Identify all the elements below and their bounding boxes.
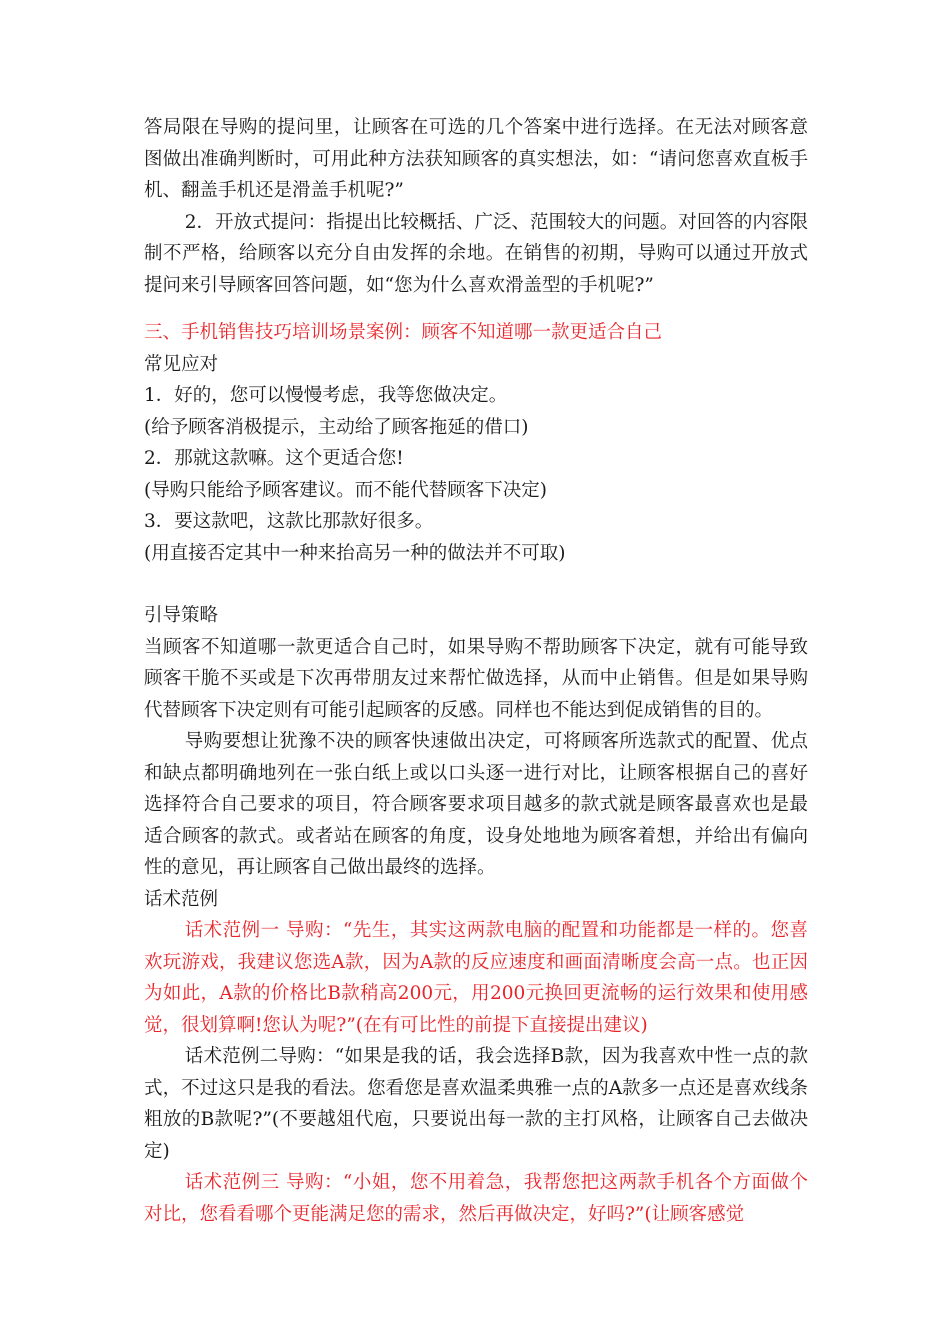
examples-title: 话术范例 <box>144 888 219 910</box>
document-page <box>144 112 808 1230</box>
common-response-3: 3．要这款吧，这款比那款好很多。 <box>144 511 434 532</box>
common-response-1: 1．好的，您可以慢慢考虑，我等您做决定。 <box>144 385 508 406</box>
common-response-2: 2．那就这款嘛。这个更适合您! <box>144 448 404 469</box>
common-response-1-note: (给予顾客消极提示，主动给了顾客拖延的借口) <box>144 416 529 438</box>
example-2: 话术范例二导购：“如果是我的话，我会选择B款，因为我喜欢中性一点的款式，不过这只是我的看法。您看您是喜欢温柔典雅一点的A款多一点还是喜欢线条粗放的B款呢?”(不要越俎代庖，只要说出每一款的主打风格，让顾客自己去做决定) <box>144 1046 808 1162</box>
example-3: 话术范例三 导购：“小姐，您不用着急，我帮您把这两款手机各个方面做个对比，您看看哪个更能满足您的需求，然后再做决定，好吗?”(让顾客感觉 <box>144 1172 808 1225</box>
blank-line <box>144 569 808 600</box>
example-1: 话术范例一 导购：“先生，其实这两款电脑的配置和功能都是一样的。您喜欢玩游戏，我建议您选A款，因为A款的反应速度和画面清晰度会高一点。也正因为如此，A款的价格比B款稍高200元，用200元换回更流畅的运行效果和使用感觉，很划算啊!您认为呢?”(在有可比性的前提下直接提出建议) <box>144 920 808 1036</box>
common-response-3-note: (用直接否定其中一种来抬高另一种的做法并不可取) <box>144 542 566 564</box>
intro-paragraph-2: 2．开放式提问：指提出比较概括、广泛、范围较大的问题。对回答的内容限制不严格，给顾客以充分自由发挥的余地。在销售的初期，导购可以通过开放式提问来引导顾客回答问题，如“您为什么喜欢滑盖型的手机呢?” <box>144 211 808 296</box>
section-heading: 三、手机销售技巧培训场景案例：顾客不知道哪一款更适合自己 <box>144 322 663 343</box>
intro-paragraph-1: 答局限在导购的提问里，让顾客在可选的几个答案中进行选择。在无法对顾客意图做出准确判断时，可用此种方法获知顾客的真实想法，如：“请问您喜欢直板手机、翻盖手机还是滑盖手机呢?” <box>144 117 808 201</box>
strategy-title: 引导策略 <box>144 605 219 626</box>
common-response-2-note: (导购只能给予顾客建议。而不能代替顾客下决定) <box>144 479 547 501</box>
strategy-paragraph-1: 当顾客不知道哪一款更适合自己时，如果导购不帮助顾客下决定，就有可能导致顾客干脆不买或是下次再带朋友过来帮忙做选择，从而中止销售。但是如果导购代替顾客下决定则有可能引起顾客的反感。同样也不能达到促成销售的目的。 <box>144 636 808 721</box>
common-responses-title: 常见应对 <box>144 353 219 375</box>
strategy-paragraph-2: 导购要想让犹豫不决的顾客快速做出决定，可将顾客所选款式的配置、优点和缺点都明确地列在一张白纸上或以口头逐一进行对比，让顾客根据自己的喜好选择符合自己要求的项目，符合顾客要求项目越多的款式就是顾客最喜欢也是最适合顾客的款式。或者站在顾客的角度，设身处地地为顾客着想，并给出有偏向性的意见，再让顾客自己做出最终的选择。 <box>144 731 808 878</box>
